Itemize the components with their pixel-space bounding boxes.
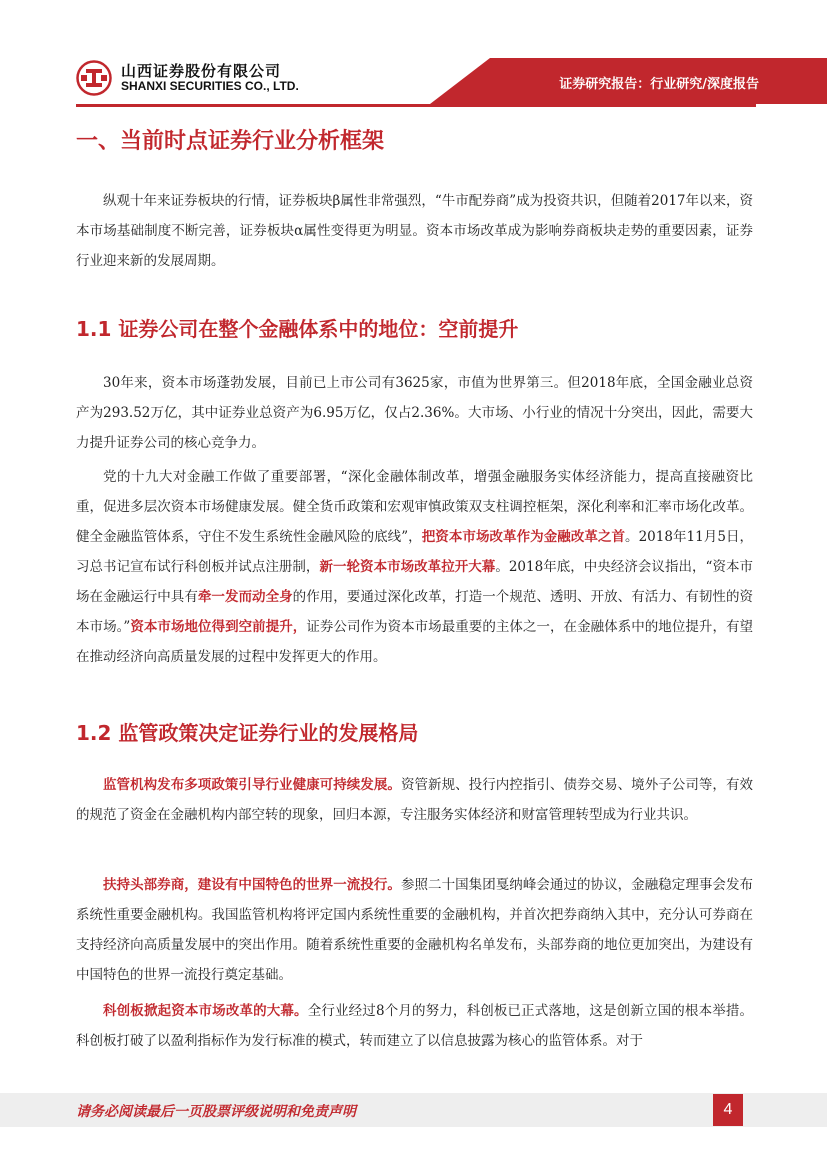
paragraph-text: 。2018年11月5日，习总书记宣布试行科创板并试点注册制，: [76, 529, 754, 575]
paragraph-lead: 扶持头部券商，建设有中国特色的世界一流投行。: [103, 877, 401, 893]
paragraph-text: 党的十九大对金融工作做了重要部署，“深化金融体制改革，增强金融服务实体经济能力，提高直接融资比重，促进多层次资本市场健康发展。健全货币政策和宏观审慎政策双支柱调控框架，深化利率和汇率市场化改革。健全金融监管体系，守住不发生系统性金融风险的底线”，: [76, 469, 753, 545]
highlight-text: 新一轮资本市场改革拉开大幕: [319, 559, 496, 575]
page-number: 4: [713, 1094, 743, 1126]
subsection-title: 1.2 监管政策决定证券行业的发展格局: [76, 721, 419, 745]
paragraph: [76, 462, 753, 672]
section-title: 一、当前时点证券行业分析框架: [76, 129, 385, 154]
paragraph-text: 。2018年底，中央经济会议指出，“资本市场在金融运行中具有: [76, 559, 754, 605]
subsection-title: 1.1 证券公司在整个金融体系中的地位：空前提升: [76, 317, 519, 341]
paragraph-lead: 科创板掀起资本市场改革的大幕。: [103, 1003, 308, 1019]
highlight-text: 把资本市场改革作为金融改革之首: [421, 529, 626, 545]
company-name-cn: 山西证券股份有限公司: [121, 62, 282, 80]
paragraph-lead: 监管机构发布多项政策引导行业健康可持续发展。: [103, 777, 401, 793]
paragraph-text: 参照二十国集团戛纳峰会通过的协议，金融稳定理事会发布系统性重要金融机构。我国监管机构将评定国内系统性重要的金融机构，并首次把券商纳入其中，充分认可券商在支持经济向高质量发展中的突出作用。随着系统性重要的金融机构名单发布，头部券商的地位更加突出，为建设有中国特色的世界一流投行奠定基础。: [76, 877, 754, 983]
disclaimer-notice: 请务必阅读最后一页股票评级说明和免责声明: [76, 1104, 356, 1120]
company-name-en: SHANXI SECURITIES CO., LTD.: [121, 79, 299, 93]
paragraph-text: 全行业经过8个月的努力，科创板已正式落地，这是创新立国的根本举措。科创板打破了以盈利指标作为发行标准的模式，转而建立了以信息披露为核心的监管体系。对于: [76, 1003, 754, 1049]
paragraph: [76, 870, 753, 990]
paragraph: [76, 996, 753, 1056]
paragraph: 30年来，资本市场蓬勃发展，目前已上市公司有3625家，市值为世界第三。但2018年底，全国金融业总资产为293.52万亿，其中证券业总资产为6.95万亿，仅占2.36%。大市场、小行业的情况十分突出，因此，需要大力提升证券公司的核心竞争力。: [76, 375, 753, 451]
paragraph-text: 证券公司作为资本市场最重要的主体之一，在金融体系中的地位提升，有望在推动经济向高质量发展的过程中发挥更大的作用。: [76, 619, 754, 665]
paragraph: 纵观十年来证券板块的行情，证券板块β属性非常强烈，“牛市配券商”成为投资共识，但随着2017年以来，资本市场基础制度不断完善，证券板块α属性变得更为明显。资本市场改革成为影响券商板块走势的重要因素，证券行业迎来新的发展周期。: [76, 193, 753, 269]
paragraph: [76, 770, 753, 830]
highlight-text: 资本市场地位得到空前提升，: [130, 619, 307, 635]
header-divider: [76, 104, 756, 107]
paragraph-text: 的作用，要通过深化改革，打造一个规范、透明、开放、有活力、有韧性的资本市场。”: [76, 589, 754, 635]
highlight-text: 牵一发而动全身: [197, 589, 293, 605]
company-logo-icon: [76, 60, 112, 96]
page-header: [0, 0, 827, 110]
paragraph-text: 资管新规、投行内控指引、债券交易、境外子公司等，有效的规范了资金在金融机构内部空转的现象，回归本源，专注服务实体经济和财富管理转型成为行业共识。: [76, 777, 754, 823]
report-type-label: 证券研究报告：行业研究/深度报告: [559, 77, 759, 92]
